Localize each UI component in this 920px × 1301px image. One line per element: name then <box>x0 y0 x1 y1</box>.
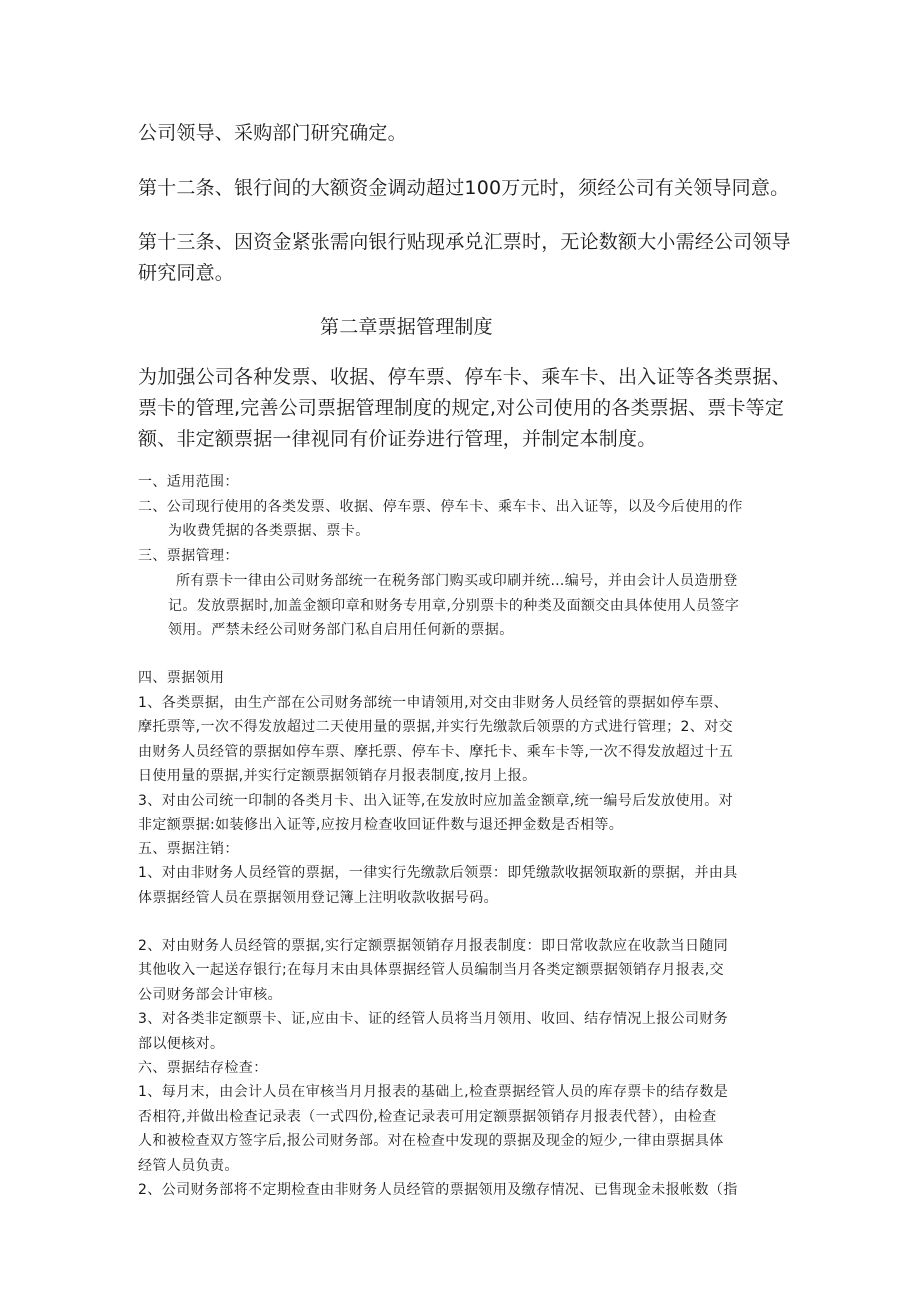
section-6-item-1-line-3: 人和被检查双方签字后,报公司财务部。对在检查中发现的票据及现金的短少,一律由票据具体 <box>138 1133 724 1149</box>
section-6-item-1-line-4: 经管人员负责。 <box>138 1158 239 1174</box>
section-6-item-1-line-2: 否相符,并做出检查记录表（一式四份,检查记录表可用定额票据领销存月报表代替），由检查 <box>138 1109 717 1125</box>
chapter-title: 第二章票据管理制度 <box>320 316 493 338</box>
intro-line-3: 额、非定额票据一律视同有价证券进行管理，并制定本制度。 <box>138 428 657 450</box>
section-6-heading: 六、票据结存检查： <box>138 1060 268 1076</box>
section-4-item-1-line-3: 由财务人员经管的票据如停车票、摩托票、停车卡、摩托卡、乘车卡等,一次不得发放超过十五 <box>138 744 734 760</box>
section-5-item-2-line-2: 其他收入一起送存银行;在每月末由具体票据经管人员编制当月各类定额票据领销存月报表,交 <box>138 962 724 978</box>
section-5-item-1-line-1: 1、对由非财务人员经管的票据，一律实行先缴款后领票：即凭缴款收据领取新的票据，并由具 <box>138 865 738 881</box>
section-5-item-2-line-3: 公司财务部会计审核。 <box>138 987 282 1003</box>
section-5-heading: 五、票据注销： <box>138 841 239 857</box>
section-4-item-3-line-1: 3、对由公司统一印制的各类月卡、出入证等,在发放时应加盖金额章,统一编号后发放使用。对 <box>138 793 734 809</box>
section-2-line-1: 二、公司现行使用的各类发票、收据、停车票、停车卡、乘车卡、出入证等，以及今后使用的作 <box>138 499 743 515</box>
article-12: 第十二条、银行间的大额资金调动超过100万元时，须经公司有关领导同意。 <box>138 177 790 199</box>
section-5-item-3-line-2: 部以便核对。 <box>138 1036 225 1052</box>
article-13-line-2: 研究同意。 <box>138 262 235 284</box>
section-5-item-1-line-2: 体票据经管人员在票据领用登记簿上注明收款收据号码。 <box>138 890 498 906</box>
section-4-heading: 四、票据领用 <box>138 670 225 686</box>
section-4-item-1-line-4: 日使用量的票据,并实行定额票据领销存月报表制度,按月上报。 <box>138 768 537 784</box>
intro-line-2: 票卡的管理,完善公司票据管理制度的规定,对公司使用的各类票据、票卡等定 <box>138 397 785 419</box>
section-4-item-1-line-2: 摩托票等,一次不得发放超过二天使用量的票据,并实行先缴款后领票的方式进行管理；2、对交 <box>138 719 734 735</box>
article-13-line-1: 第十三条、因资金紧张需向银行贴现承兑汇票时，无论数额大小需经公司领导 <box>138 231 791 253</box>
section-5-item-3-line-1: 3、对各类非定额票卡、证,应由卡、证的经管人员将当月领用、收回、结存情况上报公司财务 <box>138 1011 729 1027</box>
section-1-heading: 一、适用范围： <box>138 474 239 490</box>
section-4-item-1-line-1: 1、各类票据，由生产部在公司财务部统一申请领用,对交由非财务人员经管的票据如停车票、 <box>138 695 729 711</box>
section-3-para-line-2: 记。发放票据时,加盖金额印章和财务专用章,分别票卡的种类及面额交由具体使用人员签字 <box>168 598 740 614</box>
paragraph-continuation: 公司领导、采购部门研究确定。 <box>138 122 407 144</box>
section-3-heading: 三、票据管理： <box>138 548 239 564</box>
section-2-line-2: 为收费凭据的各类票据、票卡。 <box>168 523 370 539</box>
section-4-item-3-line-2: 非定额票据:如装修出入证等,应按月检查收回证件数与退还押金数是否相等。 <box>138 817 624 833</box>
section-3-para-line-3: 领用。严禁未经公司财务部门私自启用任何新的票据。 <box>168 622 514 638</box>
intro-line-1: 为加强公司各种发票、收据、停车票、停车卡、乘车卡、出入证等各类票据、 <box>138 366 791 388</box>
section-3-para-line-1: 所有票卡一律由公司财务部统一在税务部门购买或印刷并统…编号，并由会计人员造册登 <box>176 573 738 589</box>
section-5-item-2-line-1: 2、对由财务人员经管的票据,实行定额票据领销存月报表制度：即日常收款应在收款当日随同 <box>138 938 729 954</box>
section-6-item-2-line-1: 2、公司财务部将不定期检查由非财务人员经管的票据领用及缴存情况、已售现金未报帐数（指 <box>138 1182 738 1198</box>
section-6-item-1-line-1: 1、每月末，由会计人员在审核当月月报表的基础上,检查票据经管人员的库存票卡的结存数是 <box>138 1084 729 1100</box>
